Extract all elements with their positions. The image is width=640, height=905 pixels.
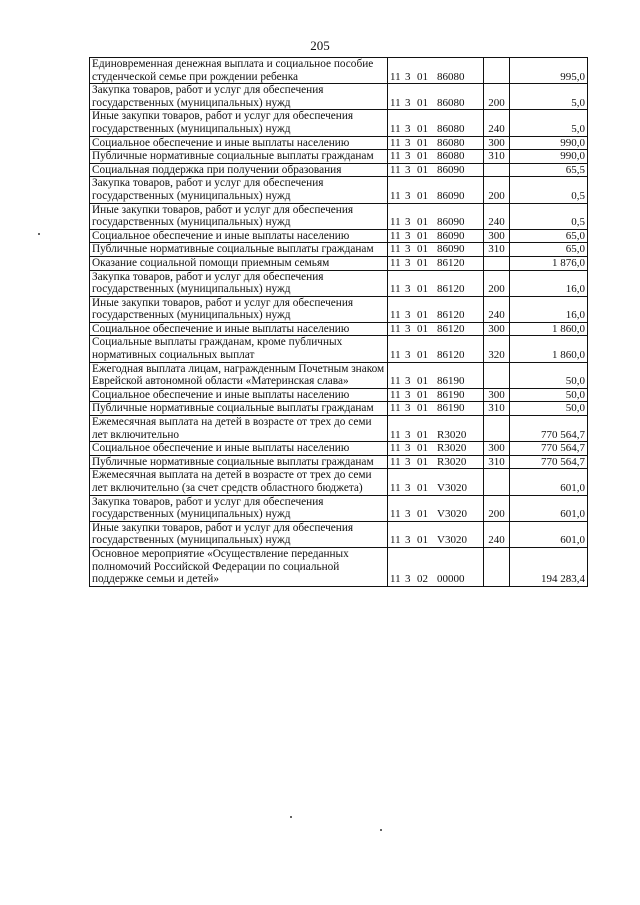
code-part-c4: 86190 (437, 375, 465, 388)
code-part-c1: 11 (390, 508, 401, 521)
table-row (90, 84, 588, 110)
row-code (388, 256, 484, 270)
row-kvr: 300 (484, 442, 510, 456)
code-part-c2: 3 (405, 163, 411, 176)
code-part-c2: 3 (405, 455, 411, 468)
row-code (388, 402, 484, 416)
row-sum: 16,0 (510, 296, 588, 322)
code-part-c1: 11 (390, 388, 401, 401)
table-row (90, 322, 588, 336)
table-row (90, 58, 588, 84)
row-kvr: 200 (484, 270, 510, 296)
code-part-c1: 11 (390, 482, 401, 494)
code-part-c3: 01 (417, 388, 428, 401)
row-sum: 770 564,7 (510, 442, 588, 456)
row-code (388, 469, 484, 495)
row-code (388, 150, 484, 164)
code-part-c2: 3 (405, 534, 411, 547)
code-part-c1: 11 (390, 122, 401, 135)
row-code (388, 388, 484, 402)
row-code (388, 416, 484, 442)
code-part-c1: 11 (390, 256, 401, 269)
code-part-c3: 02 (417, 573, 428, 586)
code-part-c2: 3 (405, 189, 411, 202)
table-row (90, 469, 588, 495)
table-row (90, 150, 588, 164)
code-part-c2: 3 (405, 96, 411, 109)
scan-speck (380, 829, 382, 831)
code-part-c4: 86120 (437, 349, 465, 362)
row-code (388, 495, 484, 521)
table-row (90, 416, 588, 442)
code-part-c4: R3020 (437, 455, 467, 468)
row-name: Иные закупки товаров, работ и услуг для обеспечения государственных (муниципальных) нужд (90, 203, 388, 229)
row-code (388, 455, 484, 469)
code-part-c4: 86090 (437, 189, 465, 202)
table-row (90, 243, 588, 257)
row-sum: 65,0 (510, 243, 588, 257)
row-name: Социальное обеспечение и иные выплаты населению (90, 136, 388, 150)
row-code (388, 270, 484, 296)
code-part-c1: 11 (390, 150, 401, 163)
code-part-c3: 01 (417, 96, 428, 109)
code-part-c4: 86120 (437, 256, 465, 269)
code-part-c4: 86120 (437, 283, 465, 296)
code-part-c2: 3 (405, 349, 411, 362)
row-sum: 65,0 (510, 229, 588, 243)
code-part-c3: 01 (417, 229, 428, 242)
table-row (90, 296, 588, 322)
row-kvr: 310 (484, 402, 510, 416)
row-code (388, 84, 484, 110)
code-part-c1: 11 (390, 96, 401, 109)
row-sum: 995,0 (510, 58, 588, 84)
code-part-c3: 01 (417, 136, 428, 149)
row-name: Социальные выплаты гражданам, кроме публичных нормативных социальных выплат (90, 336, 388, 362)
row-name: Основное мероприятие «Осуществление переданных полномочий Российской Федерации по социальной поддержке семьи и детей» (90, 547, 388, 586)
row-sum: 0,5 (510, 203, 588, 229)
row-sum: 50,0 (510, 388, 588, 402)
row-sum: 770 564,7 (510, 455, 588, 469)
code-part-c2: 3 (405, 70, 411, 83)
row-name: Иные закупки товаров, работ и услуг для обеспечения государственных (муниципальных) нужд (90, 296, 388, 322)
row-code (388, 58, 484, 84)
table-row (90, 442, 588, 456)
code-part-c1: 11 (390, 534, 401, 547)
code-part-c4: 86190 (437, 388, 465, 401)
code-part-c1: 11 (390, 229, 401, 242)
row-name: Социальное обеспечение и иные выплаты населению (90, 229, 388, 243)
page-number: 205 (310, 38, 330, 53)
code-part-c3: 01 (417, 283, 428, 296)
budget-table (89, 57, 588, 587)
row-code (388, 322, 484, 336)
code-part-c2: 3 (405, 442, 411, 455)
row-name: Социальное обеспечение и иные выплаты населению (90, 442, 388, 456)
table-row (90, 521, 588, 547)
table-row (90, 203, 588, 229)
row-sum: 601,0 (510, 469, 588, 495)
scan-speck (38, 233, 40, 235)
row-code (388, 136, 484, 150)
code-part-c1: 11 (390, 216, 401, 229)
row-name: Закупка товаров, работ и услуг для обеспечения государственных (муниципальных) нужд (90, 270, 388, 296)
row-code (388, 547, 484, 586)
table-row (90, 256, 588, 270)
code-part-c2: 3 (405, 136, 411, 149)
row-sum: 990,0 (510, 150, 588, 164)
table-row (90, 402, 588, 416)
row-kvr: 300 (484, 322, 510, 336)
row-name: Закупка товаров, работ и услуг для обеспечения государственных (муниципальных) нужд (90, 177, 388, 203)
code-part-c2: 3 (405, 243, 411, 256)
code-part-c3: 01 (417, 122, 428, 135)
row-sum: 1 876,0 (510, 256, 588, 270)
code-part-c2: 3 (405, 428, 411, 441)
row-sum: 5,0 (510, 84, 588, 110)
table-row (90, 177, 588, 203)
table-row (90, 336, 588, 362)
row-name: Единовременная денежная выплата и социальное пособие студенческой семье при рождении ребенка (90, 58, 388, 84)
code-part-c1: 11 (390, 322, 401, 335)
row-kvr: 240 (484, 110, 510, 136)
table-row (90, 495, 588, 521)
row-kvr: 300 (484, 388, 510, 402)
row-name: Социальное обеспечение и иные выплаты населению (90, 322, 388, 336)
code-part-c1: 11 (390, 455, 401, 468)
row-kvr: 300 (484, 136, 510, 150)
code-part-c3: 01 (417, 455, 428, 468)
code-part-c3: 01 (417, 189, 428, 202)
table-row (90, 388, 588, 402)
table-row (90, 136, 588, 150)
code-part-c2: 3 (405, 482, 411, 494)
row-sum: 1 860,0 (510, 322, 588, 336)
code-part-c4: 86090 (437, 163, 465, 176)
table-row (90, 229, 588, 243)
code-part-c4: 00000 (437, 573, 465, 586)
row-sum: 50,0 (510, 402, 588, 416)
code-part-c1: 11 (390, 349, 401, 362)
code-part-c3: 01 (417, 508, 428, 521)
code-part-c1: 11 (390, 573, 401, 586)
row-sum: 601,0 (510, 521, 588, 547)
scan-speck (290, 816, 292, 818)
code-part-c2: 3 (405, 402, 411, 415)
row-code (388, 163, 484, 177)
row-sum: 1 860,0 (510, 336, 588, 362)
code-part-c4: 86080 (437, 96, 465, 109)
row-kvr: 320 (484, 336, 510, 362)
row-code (388, 362, 484, 388)
code-part-c3: 01 (417, 243, 428, 256)
code-part-c2: 3 (405, 256, 411, 269)
code-part-c4: 86080 (437, 150, 465, 163)
code-part-c3: 01 (417, 482, 428, 494)
row-sum: 601,0 (510, 495, 588, 521)
table-row (90, 270, 588, 296)
code-part-c4: 86090 (437, 216, 465, 229)
row-name: Публичные нормативные социальные выплаты гражданам (90, 402, 388, 416)
code-part-c3: 01 (417, 322, 428, 335)
code-part-c2: 3 (405, 150, 411, 163)
code-part-c1: 11 (390, 243, 401, 256)
code-part-c4: 86080 (437, 136, 465, 149)
code-part-c2: 3 (405, 309, 411, 322)
row-code (388, 521, 484, 547)
row-name: Социальное обеспечение и иные выплаты населению (90, 388, 388, 402)
code-part-c3: 01 (417, 349, 428, 362)
row-sum: 194 283,4 (510, 547, 588, 586)
row-kvr (484, 362, 510, 388)
code-part-c1: 11 (390, 375, 401, 388)
row-name: Иные закупки товаров, работ и услуг для обеспечения государственных (муниципальных) нужд (90, 110, 388, 136)
row-kvr: 310 (484, 455, 510, 469)
row-kvr: 240 (484, 296, 510, 322)
budget-table-body (90, 58, 588, 587)
table-row (90, 455, 588, 469)
table-row (90, 362, 588, 388)
row-kvr: 240 (484, 203, 510, 229)
code-part-c3: 01 (417, 442, 428, 455)
code-part-c2: 3 (405, 573, 411, 586)
code-part-c4: 86080 (437, 70, 465, 83)
row-kvr: 200 (484, 84, 510, 110)
code-part-c4: 86120 (437, 322, 465, 335)
row-name: Закупка товаров, работ и услуг для обеспечения государственных (муниципальных) нужд (90, 495, 388, 521)
code-part-c4: 86120 (437, 309, 465, 322)
code-part-c3: 01 (417, 163, 428, 176)
row-kvr: 310 (484, 243, 510, 257)
row-kvr (484, 547, 510, 586)
row-kvr (484, 58, 510, 84)
code-part-c1: 11 (390, 70, 401, 83)
row-sum: 16,0 (510, 270, 588, 296)
code-part-c1: 11 (390, 402, 401, 415)
row-kvr (484, 256, 510, 270)
code-part-c3: 01 (417, 150, 428, 163)
row-name: Оказание социальной помощи приемным семьям (90, 256, 388, 270)
code-part-c3: 01 (417, 428, 428, 441)
row-sum: 770 564,7 (510, 416, 588, 442)
row-sum: 5,0 (510, 110, 588, 136)
code-part-c3: 01 (417, 216, 428, 229)
code-part-c4: 86190 (437, 402, 465, 415)
row-kvr (484, 163, 510, 177)
row-name: Ежемесячная выплата на детей в возрасте от трех до семи лет включительно (90, 416, 388, 442)
row-code (388, 177, 484, 203)
row-sum: 50,0 (510, 362, 588, 388)
code-part-c4: R3020 (437, 442, 467, 455)
row-code (388, 203, 484, 229)
row-name: Закупка товаров, работ и услуг для обеспечения государственных (муниципальных) нужд (90, 84, 388, 110)
row-name: Ежегодная выплата лицам, награжденным Почетным знаком Еврейской автономной области «Материнская слава» (90, 362, 388, 388)
code-part-c4: 86080 (437, 122, 465, 135)
code-part-c1: 11 (390, 283, 401, 296)
row-sum: 65,5 (510, 163, 588, 177)
row-sum: 0,5 (510, 177, 588, 203)
row-kvr (484, 469, 510, 495)
code-part-c1: 11 (390, 442, 401, 455)
code-part-c4: V3020 (437, 508, 467, 521)
code-part-c2: 3 (405, 388, 411, 401)
code-part-c4: R3020 (437, 428, 467, 441)
code-part-c2: 3 (405, 216, 411, 229)
row-code (388, 229, 484, 243)
row-sum: 990,0 (510, 136, 588, 150)
row-kvr: 310 (484, 150, 510, 164)
table-row (90, 547, 588, 586)
code-part-c3: 01 (417, 70, 428, 83)
row-name: Иные закупки товаров, работ и услуг для обеспечения государственных (муниципальных) нужд (90, 521, 388, 547)
code-part-c4: V3020 (437, 534, 467, 547)
row-kvr (484, 416, 510, 442)
code-part-c4: 86090 (437, 229, 465, 242)
table-row (90, 163, 588, 177)
row-name: Социальная поддержка при получении образования (90, 163, 388, 177)
row-code (388, 442, 484, 456)
row-name: Публичные нормативные социальные выплаты гражданам (90, 243, 388, 257)
code-part-c4: V3020 (437, 482, 467, 494)
row-code (388, 110, 484, 136)
code-part-c2: 3 (405, 322, 411, 335)
row-name: Публичные нормативные социальные выплаты гражданам (90, 150, 388, 164)
code-part-c2: 3 (405, 122, 411, 135)
row-kvr: 200 (484, 177, 510, 203)
code-part-c3: 01 (417, 256, 428, 269)
code-part-c1: 11 (390, 309, 401, 322)
code-part-c2: 3 (405, 283, 411, 296)
row-kvr: 300 (484, 229, 510, 243)
code-part-c3: 01 (417, 402, 428, 415)
code-part-c3: 01 (417, 309, 428, 322)
code-part-c1: 11 (390, 189, 401, 202)
row-code (388, 336, 484, 362)
row-code (388, 296, 484, 322)
row-kvr: 240 (484, 521, 510, 547)
code-part-c1: 11 (390, 163, 401, 176)
row-name: Ежемесячная выплата на детей в возрасте от трех до семи лет включительно (за счет средств областного бюджета) (90, 469, 388, 495)
code-part-c2: 3 (405, 375, 411, 388)
code-part-c1: 11 (390, 136, 401, 149)
code-part-c2: 3 (405, 229, 411, 242)
code-part-c3: 01 (417, 375, 428, 388)
row-kvr: 200 (484, 495, 510, 521)
table-row (90, 110, 588, 136)
code-part-c4: 86090 (437, 243, 465, 256)
row-code (388, 243, 484, 257)
code-part-c1: 11 (390, 428, 401, 441)
row-name: Публичные нормативные социальные выплаты гражданам (90, 455, 388, 469)
code-part-c2: 3 (405, 508, 411, 521)
code-part-c3: 01 (417, 534, 428, 547)
